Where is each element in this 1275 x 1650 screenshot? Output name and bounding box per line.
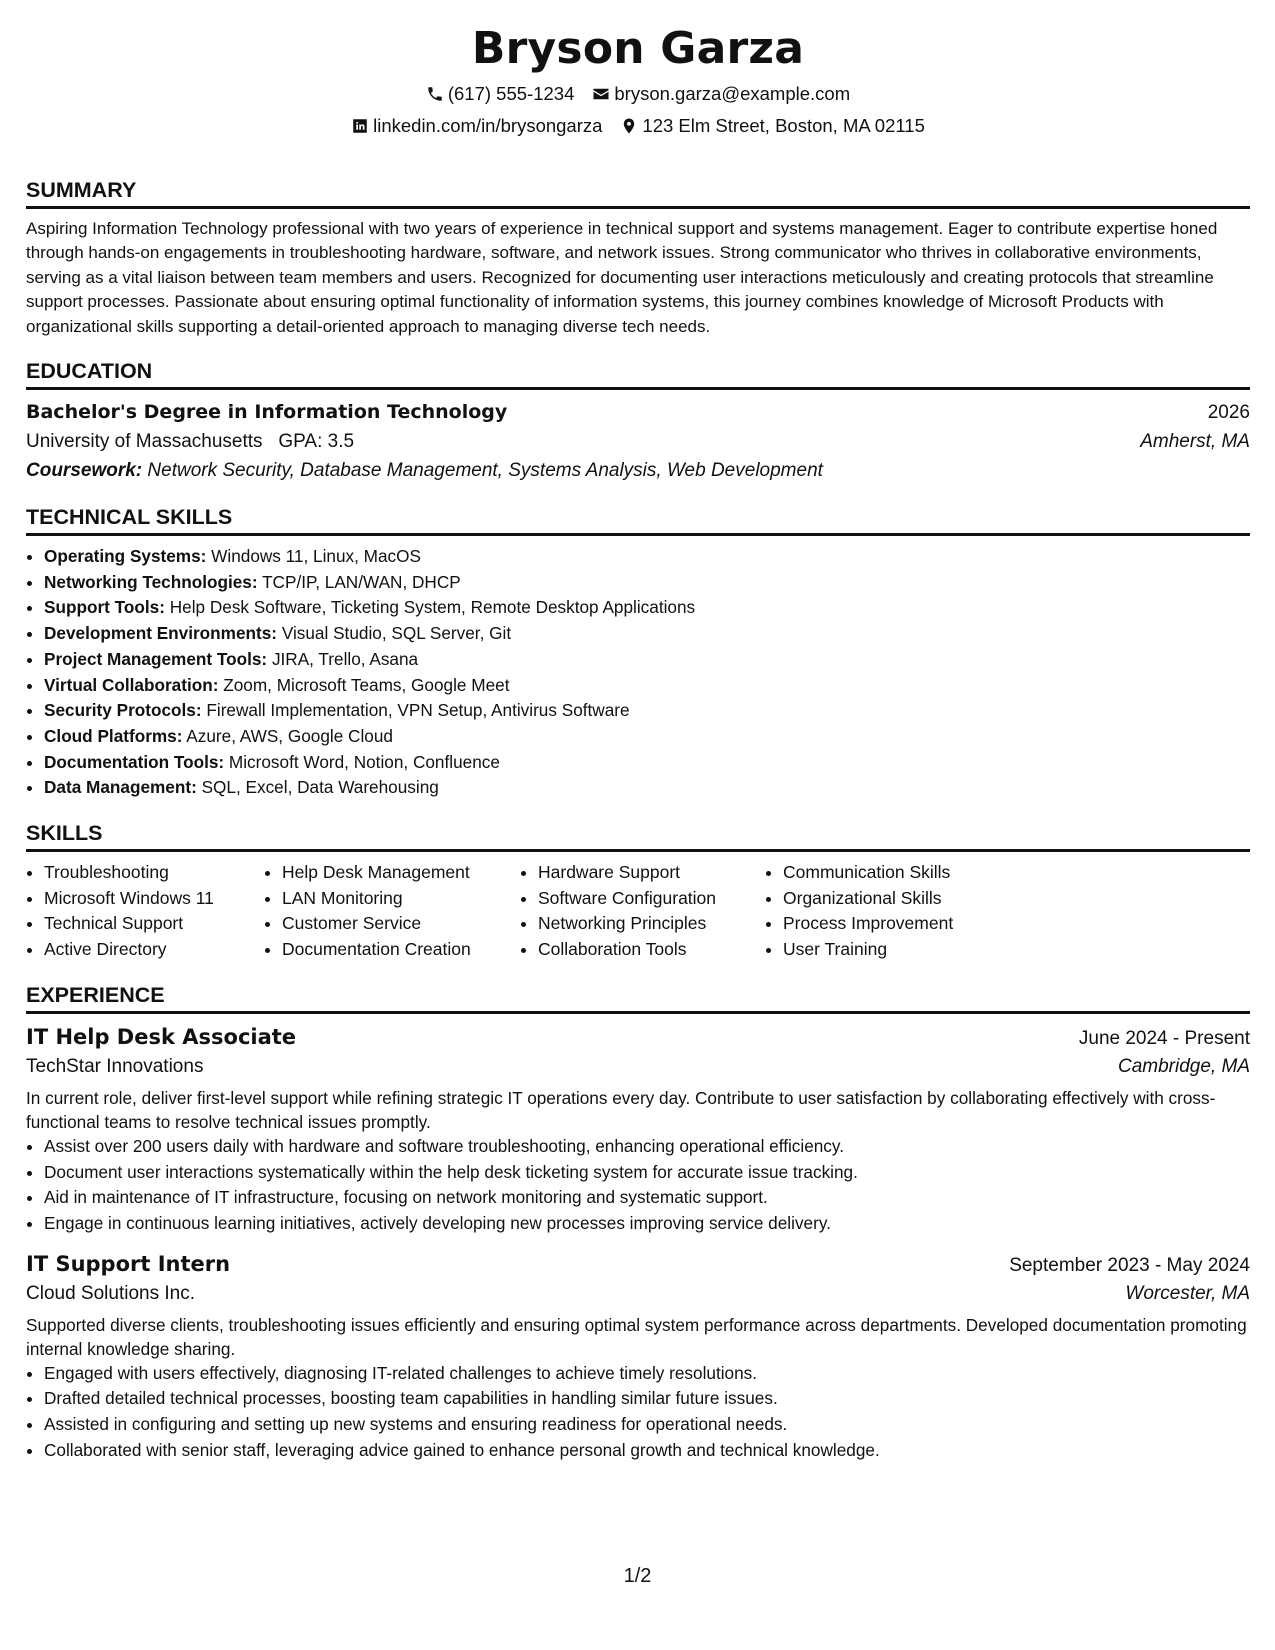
list-item <box>44 775 1250 801</box>
list-item: • Hardware Support <box>538 860 765 886</box>
job-dates: June 2024 - Present <box>1078 1027 1250 1049</box>
job-description: Supported diverse clients, troubleshooting issues efficiently and ensuring optimal system performance across departments. Developed documentation promoting internal knowledge sharing. <box>26 1314 1247 1359</box>
list-item: • Technical Support <box>44 911 264 937</box>
skill-values: Zoom, Microsoft Teams, Google Meet <box>223 674 510 695</box>
linkedin-icon <box>351 117 369 135</box>
skills-column-3 <box>520 860 765 963</box>
list-item: • Active Directory <box>44 937 264 963</box>
section-title-experience: EXPERIENCE <box>26 981 1250 1014</box>
skills-section <box>26 819 1250 963</box>
skills-column-2 <box>264 860 520 963</box>
contact-linkedin[interactable] <box>351 114 602 138</box>
linkedin-text: linkedin.com/in/brysongarza <box>373 115 603 136</box>
skill-category: Networking Technologies: <box>44 571 258 592</box>
gpa: GPA: 3.5 <box>278 431 355 453</box>
school-location: Amherst, MA <box>1140 431 1250 453</box>
skill-category: Operating Systems: <box>44 546 207 567</box>
list-item: • Networking Principles <box>538 911 765 937</box>
company-name: TechStar Innovations <box>26 1055 204 1077</box>
envelope-icon <box>592 85 610 103</box>
job-location: Worcester, MA <box>1125 1282 1250 1304</box>
list-item: • User Training <box>783 937 1013 963</box>
skill-category: Documentation Tools: <box>44 751 225 772</box>
skill-values: Microsoft Word, Notion, Confluence <box>228 751 500 772</box>
contact-email[interactable] <box>592 82 850 106</box>
list-item <box>44 647 1250 673</box>
list-item <box>44 750 1250 776</box>
list-item: • Help Desk Management <box>282 860 520 886</box>
list-item: • Assist over 200 users daily with hardware and software troubleshooting, enhancing operational efficiency. <box>44 1134 1250 1160</box>
list-item <box>44 621 1250 647</box>
list-item: • Software Configuration <box>538 886 765 912</box>
list-item <box>44 570 1250 596</box>
job-company-row <box>26 1279 1250 1309</box>
list-item: • Collaboration Tools <box>538 937 765 963</box>
job-bullets <box>26 1361 1250 1464</box>
list-item: • Organizational Skills <box>783 886 1013 912</box>
skill-category: Development Environments: <box>44 623 278 644</box>
technical-skills-section <box>26 503 1250 801</box>
list-item: • Document user interactions systematically within the help desk ticketing system for accurate issue tracking. <box>44 1160 1250 1186</box>
candidate-name: Bryson Garza <box>471 23 805 74</box>
list-item: • LAN Monitoring <box>282 886 520 912</box>
list-item: • Engaged with users effectively, diagnosing IT-related challenges to achieve timely resolutions. <box>44 1361 1250 1387</box>
map-pin-icon <box>620 117 638 135</box>
experience-section <box>26 981 1250 1464</box>
summary-section <box>26 176 1250 339</box>
skill-category: Security Protocols: <box>44 700 202 721</box>
company-name: Cloud Solutions Inc. <box>26 1282 195 1304</box>
education-section <box>26 357 1250 485</box>
skills-column-4 <box>765 860 1013 963</box>
resume-header <box>26 0 1250 138</box>
section-title-technical-skills: TECHNICAL SKILLS <box>26 503 1250 536</box>
contact-row-2 <box>26 114 1250 138</box>
list-item: • Collaborated with senior staff, leveraging advice gained to enhance personal growth and technical knowledge. <box>44 1438 1250 1464</box>
list-item: • Customer Service <box>282 911 520 937</box>
job-description: In current role, deliver first-level support while refining strategic IT operations every day. Contribute to user satisfaction by collaborating effectively with cross-functional teams to resolve technical issues promptly. <box>26 1087 1216 1132</box>
skill-values: Visual Studio, SQL Server, Git <box>281 623 512 644</box>
skill-values: SQL, Excel, Data Warehousing <box>201 777 439 798</box>
section-title-education: EDUCATION <box>26 357 1250 390</box>
job-location: Cambridge, MA <box>1118 1055 1250 1077</box>
contact-phone[interactable] <box>426 82 575 106</box>
list-item <box>44 698 1250 724</box>
skill-values: Firewall Implementation, VPN Setup, Antivirus Software <box>206 700 630 721</box>
phone-icon <box>426 85 444 103</box>
skill-values: Help Desk Software, Ticketing System, Remote Desktop Applications <box>169 597 696 618</box>
job-bullets <box>26 1134 1250 1237</box>
job-title: IT Support Intern <box>26 1251 231 1276</box>
education-school-row <box>26 427 1250 456</box>
job-company-row <box>26 1052 1250 1082</box>
list-item: • Aid in maintenance of IT infrastructure, focusing on network monitoring and systematic support. <box>44 1185 1250 1211</box>
skill-values: TCP/IP, LAN/WAN, DHCP <box>262 571 461 592</box>
list-item: • Troubleshooting <box>44 860 264 886</box>
resume-page <box>26 0 1250 1476</box>
list-item: • Communication Skills <box>783 860 1013 886</box>
coursework-label: Coursework: <box>26 460 143 482</box>
skill-category: Project Management Tools: <box>44 648 268 669</box>
skill-values: Windows 11, Linux, MacOS <box>211 546 421 567</box>
list-item <box>44 544 1250 570</box>
job-entry <box>26 1249 1250 1464</box>
list-item: • Drafted detailed technical processes, boosting team capabilities in handling similar future issues. <box>44 1386 1250 1412</box>
job-title: IT Help Desk Associate <box>26 1024 297 1049</box>
phone-text: (617) 555-1234 <box>447 83 575 104</box>
job-entry <box>26 1022 1250 1237</box>
skill-category: Virtual Collaboration: <box>44 674 219 695</box>
coursework-row <box>26 456 1250 485</box>
list-item <box>44 673 1250 699</box>
job-dates: September 2023 - May 2024 <box>1009 1254 1250 1276</box>
page-number: 1/2 <box>623 1565 652 1587</box>
technical-skills-list <box>26 544 1250 801</box>
section-title-skills: SKILLS <box>26 819 1250 852</box>
section-title-summary: SUMMARY <box>26 176 1250 209</box>
email-text: bryson.garza@example.com <box>614 83 851 104</box>
list-item: • Engage in continuous learning initiatives, actively developing new processes improving service delivery. <box>44 1211 1250 1237</box>
summary-text: Aspiring Information Technology professional with two years of experience in technical support and systems management. Eager to contribute expertise honed through hands-on engagements in troubleshooting hardware, software, and network issues. Strong communicator who thrives in collaborative environments, serving as a vital liaison between team members and users. Recognized for documenting user interactions meticulously and creating protocols that streamline support processes. Passionate about ensuring optimal functionality of information systems, this journey combines knowledge of Microsoft Products with organizational skills supporting a detail-oriented approach to managing diverse tech needs. <box>26 219 1218 336</box>
list-item: • Documentation Creation <box>282 937 520 963</box>
skills-grid <box>26 860 1250 963</box>
address-text: 123 Elm Street, Boston, MA 02115 <box>642 115 925 136</box>
list-item: • Assisted in configuring and setting up new systems and ensuring readiness for operational needs. <box>44 1412 1250 1438</box>
skill-values: JIRA, Trello, Asana <box>271 648 419 669</box>
education-degree-row <box>26 398 1250 427</box>
graduation-year: 2026 <box>1207 402 1250 424</box>
coursework-list: Network Security, Database Management, Systems Analysis, Web Development <box>147 460 823 482</box>
list-item <box>44 724 1250 750</box>
skill-category: Cloud Platforms: <box>44 725 183 746</box>
degree-name: Bachelor's Degree in Information Technology <box>26 401 508 424</box>
skill-values: Azure, AWS, Google Cloud <box>186 725 393 746</box>
school-name: University of Massachusetts <box>26 431 263 453</box>
list-item: • Process Improvement <box>783 911 1013 937</box>
skills-column-1 <box>26 860 264 963</box>
skill-category: Data Management: <box>44 777 197 798</box>
list-item <box>44 595 1250 621</box>
contact-row-1 <box>26 82 1250 106</box>
job-title-row <box>26 1249 1250 1279</box>
list-item: • Microsoft Windows 11 <box>44 886 264 912</box>
job-title-row <box>26 1022 1250 1052</box>
skill-category: Support Tools: <box>44 597 165 618</box>
contact-address <box>620 114 924 138</box>
